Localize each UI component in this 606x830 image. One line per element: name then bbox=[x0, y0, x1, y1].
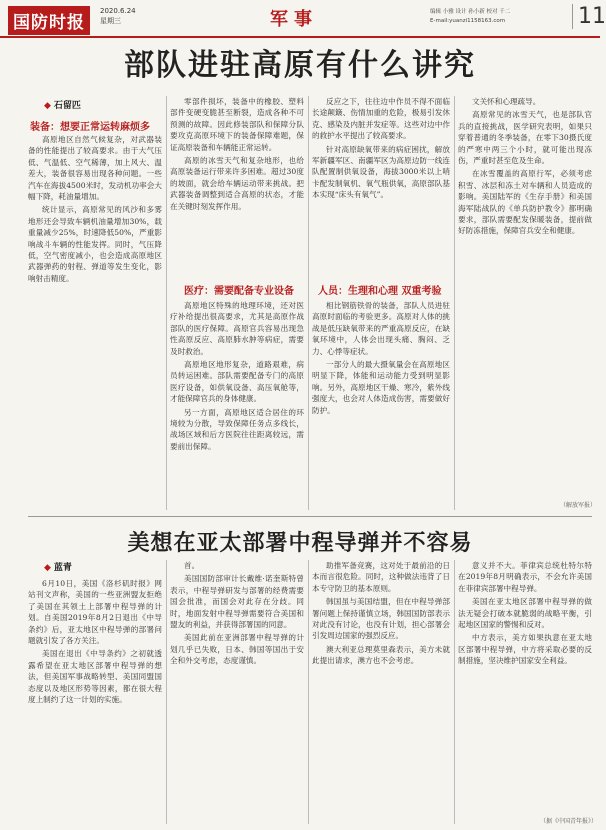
paragraph: 另一方面，高原地区适合居住的环境较为分散，导致保障任务点多线长，战场区域和后方医院往往距离较远，需要前出保障。 bbox=[170, 407, 304, 451]
paragraph: 澳大利亚总理莫里森表示，美方未就此提出请求，澳方也不会考虑。 bbox=[312, 644, 450, 666]
paragraph: 高原地区特殊的地理环境，还对医疗补给提出很高要求，尤其是高原作战部队的医疗保障。高原官兵容易出现急性高原反应、高原肺水肿等病症，需要及时救治。 bbox=[170, 301, 304, 356]
subhead-people: 人员：生理和心理 双重考验 bbox=[318, 286, 442, 297]
issue-date: 2020.6.24 bbox=[100, 7, 136, 15]
article1-author: 石留匹 bbox=[53, 101, 81, 111]
paragraph: 零部件损坏，装备中的橡胶、塑料部件变硬变脆甚至断裂，造成各种不可预测的故障。因此修装部队和保障分队要攻克高原环境下的装备保障难题，保证高原装备和车辆能正常运转。 bbox=[170, 97, 304, 152]
paragraph: 高原常见的冰雪天气，也是部队官兵的直接挑战，医学研究表明，如果只穿着普通的冬季装备，在零下30摄氏度的严寒中两三个小时，就可能出现冻伤，严重时甚至危及生命。 bbox=[458, 110, 592, 166]
paragraph: 美国此前在亚洲部署中程导弹的计划几乎已失败，日本、韩国等国出于安全和外交考虑，态度谨慎。 bbox=[170, 633, 304, 666]
article2-author: 蓝青 bbox=[53, 563, 72, 573]
date-block bbox=[100, 6, 136, 26]
article1-column-1 bbox=[28, 134, 162, 510]
article2-column-2 bbox=[170, 560, 304, 824]
paragraph: 高原地区自然气候复杂，对武器装备的性能提出了较高要求。由于大气压低、气温低、空气稀薄，加上风大、温差大，装备很容易出现各种问题。一些汽车在海拔4500米时，发动机功率会大幅下降，耗油量增加。 bbox=[28, 135, 162, 202]
article2-byline bbox=[44, 560, 72, 573]
editors-info bbox=[430, 8, 570, 26]
editors-credits: 编辑 小雅 设计 孙小新 校对 千二 bbox=[430, 9, 511, 15]
byline-marker-icon: ◆ bbox=[44, 563, 51, 573]
subhead-medical: 医疗：需要配备专业设备 bbox=[184, 286, 294, 297]
article1-column-2-top bbox=[170, 96, 304, 276]
article1-column-4 bbox=[458, 96, 592, 500]
paragraph: 美国在退出《中导条约》之初就透露希望在亚太地区部署中程导弹的想法，但美国军事战略转型、美国同盟国态度以及地区形势等因素，都在很大程度上制约了这一计划的实施。 bbox=[28, 649, 162, 705]
issue-weekday: 星期三 bbox=[100, 17, 121, 25]
editors-email: E-mail:yuanzi1158163.com bbox=[430, 18, 506, 24]
paragraph: 相比钢筋铁骨的装备，部队人员进驻高原时面临的考验更多。高原对人体的挑战是低压缺氧带来的严重高原反应，在缺氧环境中，人体会出现头痛、胸闷、乏力、心悸等症状。 bbox=[312, 301, 450, 356]
section-title: 军事 bbox=[270, 9, 318, 30]
article1-column-2-bottom bbox=[170, 300, 304, 510]
paragraph: 反应之下，往往边中作员不得不面临长途颠簸、伤情加重的危险，极易引发休克、感染及内脏并发症等。这些对边中作的救护水平提出了较高要求。 bbox=[312, 97, 450, 141]
article1-endnote: （解放军报） bbox=[560, 502, 597, 509]
subhead-equipment: 装备：想要正常运转麻烦多 bbox=[30, 122, 150, 133]
column-divider bbox=[308, 560, 309, 824]
paragraph: 统计显示，高原常见的风沙和多雾地形还会导致车辆机油量增加30%，载重量减少25%，时速降低50%，严重影响战斗车辆的性能发挥。同时，气压降低，空气密度减小，也会造成高原地区武器弹药的射程、弹道等发生变化，影响射击精度。 bbox=[28, 205, 162, 283]
paragraph: 高原的冰雪天气和复杂地形，也给高原装备运行带来许多困难。超过30度的坡面，就会给车辆运动带来挑战。把武器装备调整到适合高原的状态，才能在关键时刻发挥作用。 bbox=[170, 156, 304, 211]
paragraph: 意义并不大。菲律宾总统杜特尔特在2019年8月明确表示，不会允许美国在菲律宾部署中程导弹。 bbox=[458, 561, 592, 593]
article1-column-3-bottom bbox=[312, 300, 450, 510]
byline-marker-icon: ◆ bbox=[44, 101, 51, 111]
paragraph: 首。 bbox=[184, 561, 200, 570]
paragraph: 文关怀和心理疏导。 bbox=[472, 97, 541, 106]
paragraph: 高原地区地形复杂，道路艰难，病员转运困难。部队需要配备专门的高原医疗设备，如供氧设备、高压氧舱等，才能保障官兵的身体健康。 bbox=[170, 360, 304, 404]
article2-endnote: （据《中国青年报》） bbox=[540, 818, 598, 825]
article2-column-1 bbox=[28, 578, 162, 824]
column-divider bbox=[454, 560, 455, 824]
paragraph: 助推军备竞赛，这对处于最前沿的日本而言很危险。同时，这种做法违背了日本专守防卫的基本原则。 bbox=[312, 561, 450, 593]
article2-column-3 bbox=[312, 560, 450, 824]
article2-column-4 bbox=[458, 560, 592, 814]
paragraph: 中方表示，美方如果执意在亚太地区部署中程导弹，中方将采取必要的反制措施，坚决维护国家安全利益。 bbox=[458, 633, 592, 666]
article1-headline: 部队进驻高原有什么讲究 bbox=[124, 48, 476, 83]
paragraph: 一部分人的最大摄氧量会在高原地区明显下降，体能和运动能力受到明显影响。另外，高原地区干燥、寒冷，紫外线强度大，也会对人体造成伤害，需要做好防护。 bbox=[312, 360, 450, 415]
paragraph: 美国国防部审计长戴维·诺奎斯特曾表示，中程导弹研发与部署的经费需要国会批准，而国会对此存在分歧。同时，地面发射中程导弹需要符合美国和盟友的利益，并获得部署国的同意。 bbox=[170, 574, 304, 630]
article-separator bbox=[28, 516, 592, 517]
column-divider bbox=[166, 560, 167, 824]
paragraph: 韩国虽与美国结盟，但在中程导弹部署问题上保持谨慎立场，韩国国防部表示对此没有讨论，也没有计划，担心部署会引发周边国家的强烈反应。 bbox=[312, 597, 450, 641]
paragraph: 针对高原缺氧带来的病症困扰，解放军新疆军区、南疆军区为高原边防一线连队配置制供氧设备，海拔3000米以上哨卡配发制氧机、氧气瓶供氧，高原部队基本实现“床头有氧气”。 bbox=[312, 144, 450, 200]
article1-byline bbox=[44, 98, 81, 111]
column-divider bbox=[166, 96, 167, 510]
page-number: 11 bbox=[572, 4, 606, 29]
article2-headline: 美想在亚太部署中程导弹并不容易 bbox=[127, 531, 473, 556]
masthead bbox=[0, 0, 606, 38]
newspaper-logo: 国防时报 bbox=[8, 6, 90, 35]
paragraph: 在冰雪覆盖的高原行军，必须考虑积雪、冰层和冻土对车辆和人员造成的影响。美国陆军的《生存手册》和美国海军陆战队的《单兵防护教令》都明确要求，部队需要配发保暖装备，提前做好防冻措施，保障官兵安全和健康。 bbox=[458, 169, 592, 236]
column-divider bbox=[308, 96, 309, 510]
paragraph: 美国在亚太地区部署中程导弹的做法无疑会打破本就脆弱的战略平衡，引起地区国家的警惕和反对。 bbox=[458, 597, 592, 630]
paragraph: 6月10日，美国《洛杉矶时报》网站刊文声称，美国的一些亚洲盟友拒绝了美国在其领土上部署中程导弹的计划。自美国2019年8月2日退出《中导条约》后，亚太地区中程导弹的部署问题就引发了各方关注。 bbox=[28, 579, 162, 646]
column-divider bbox=[454, 96, 455, 510]
article1-column-3-top bbox=[312, 96, 450, 276]
